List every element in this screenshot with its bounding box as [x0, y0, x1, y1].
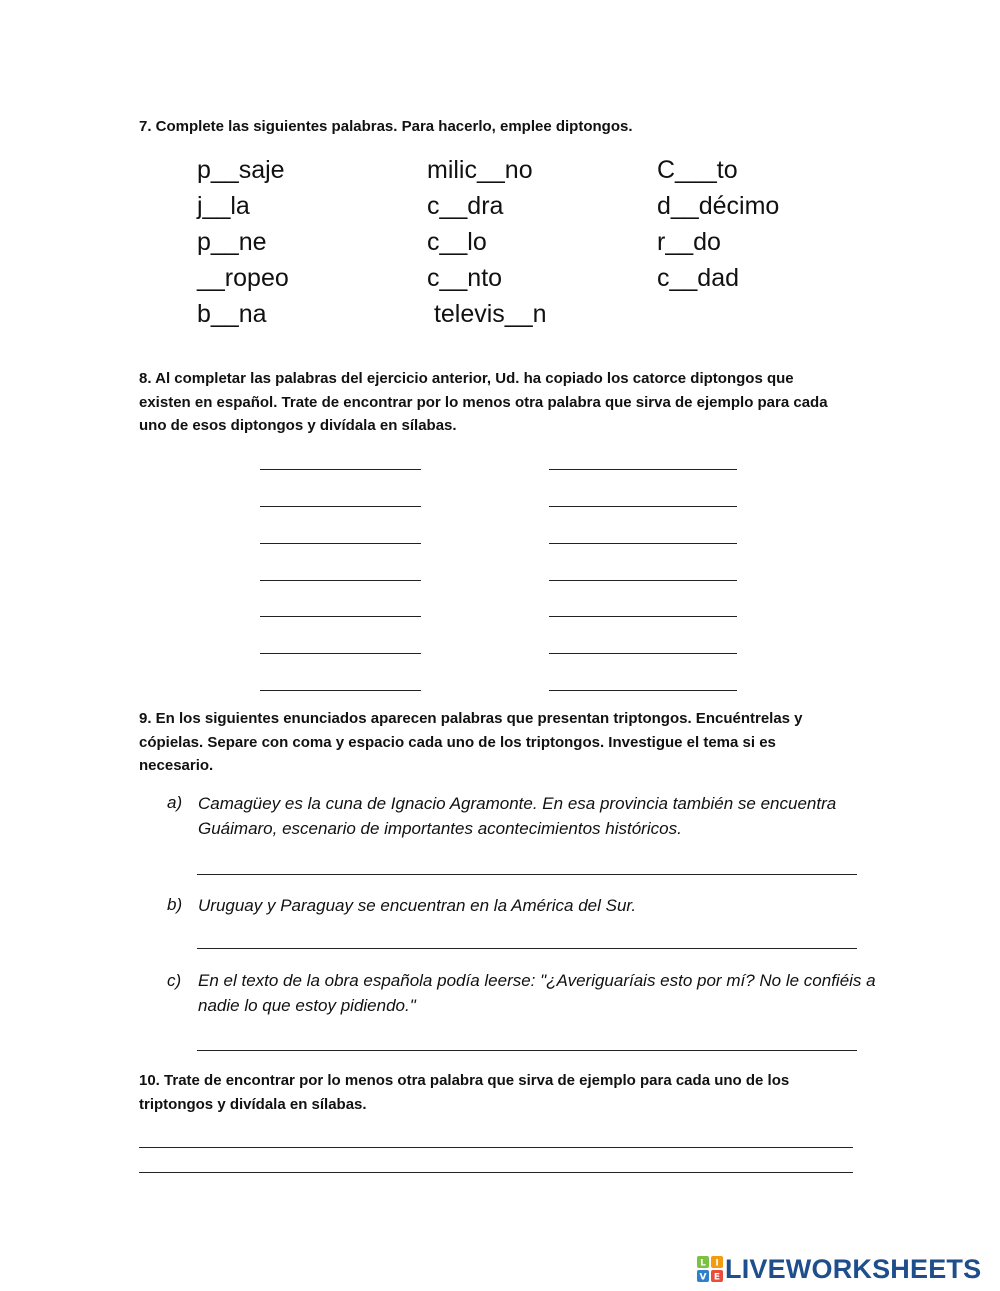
answer-blank[interactable]	[549, 653, 737, 654]
logo-letter: L	[700, 1258, 706, 1269]
answer-blank[interactable]	[260, 506, 421, 507]
item-c-letter: c)	[167, 971, 182, 990]
q7-word: r__do	[657, 228, 721, 256]
q7-word: p__saje	[197, 156, 285, 184]
answer-blank[interactable]	[260, 653, 421, 654]
liveworksheets-logo	[697, 1254, 981, 1284]
answer-blank[interactable]	[260, 690, 421, 691]
question-8-title: 8. Al completar las palabras del ejercicio anterior, Ud. ha copiado los catorce diptongos que existen en español. Trate de encontrar por lo menos otra palabra que sirva de ejemplo para cada uno de esos diptongos y divídala en sílabas.	[139, 370, 828, 434]
item-b-letter: b)	[167, 895, 183, 914]
q10-answer-line[interactable]	[139, 1172, 853, 1173]
liveworksheets-logo-icon	[697, 1256, 723, 1282]
item-c-text: En el texto de la obra española podía leerse: "¿Averiguaríais esto por mí? No le confiéis a nadie lo que estoy pidiendo."	[198, 971, 876, 1015]
q7-word: p__ne	[197, 228, 267, 256]
q7-word: j__la	[197, 192, 250, 220]
answer-blank[interactable]	[549, 580, 737, 581]
q7-word: C___to	[657, 156, 738, 184]
answer-blank[interactable]	[549, 469, 737, 470]
q7-word: televis__n	[427, 300, 547, 328]
answer-blank[interactable]	[260, 580, 421, 581]
q7-word: c__dad	[657, 264, 740, 292]
question-10-title: 10. Trate de encontrar por lo menos otra palabra que sirva de ejemplo para cada uno de los triptongos y divídala en sílabas.	[139, 1072, 790, 1113]
q7-word: milic__no	[427, 156, 533, 184]
question-9-title: 9. En los siguientes enunciados aparecen palabras que presentan triptongos. Encuéntrelas y cópielas. Separe con coma y espacio cada uno de los triptongos. Investigue el tema si es necesario.	[139, 710, 803, 774]
answer-blank[interactable]	[260, 616, 421, 617]
q7-word: c__nto	[427, 264, 503, 292]
q7-word: b__na	[197, 300, 267, 328]
answer-blank[interactable]	[260, 469, 421, 470]
question-7-title: 7. Complete las siguientes palabras. Para hacerlo, emplee diptongos.	[139, 118, 633, 135]
item-b-text: Uruguay y Paraguay se encuentran en la América del Sur.	[198, 896, 637, 915]
item-a-letter: a)	[167, 793, 183, 812]
item-b-answer-line[interactable]	[197, 948, 857, 949]
answer-blank[interactable]	[549, 616, 737, 617]
q7-word: c__lo	[427, 228, 487, 256]
logo-letter: E	[713, 1272, 721, 1282]
answer-blank[interactable]	[260, 543, 421, 544]
item-c-answer-line[interactable]	[197, 1050, 857, 1051]
q7-word: __ropeo	[197, 264, 289, 292]
item-a-answer-line[interactable]	[197, 874, 857, 875]
q7-word: c__dra	[427, 192, 504, 220]
liveworksheets-logo-text: LIVEWORKSHEETS	[725, 1253, 982, 1284]
q7-word: d__décimo	[657, 192, 780, 220]
logo-letter: V	[699, 1272, 707, 1282]
q10-answer-line[interactable]	[139, 1147, 853, 1148]
answer-blank[interactable]	[549, 690, 737, 691]
answer-blank[interactable]	[549, 543, 737, 544]
item-a-text: Camagüey es la cuna de Ignacio Agramonte. En esa provincia también se encuentra Guáimaro, escenario de importantes acontecimientos históricos.	[198, 794, 837, 838]
answer-blank[interactable]	[549, 506, 737, 507]
logo-letter: I	[715, 1258, 719, 1269]
